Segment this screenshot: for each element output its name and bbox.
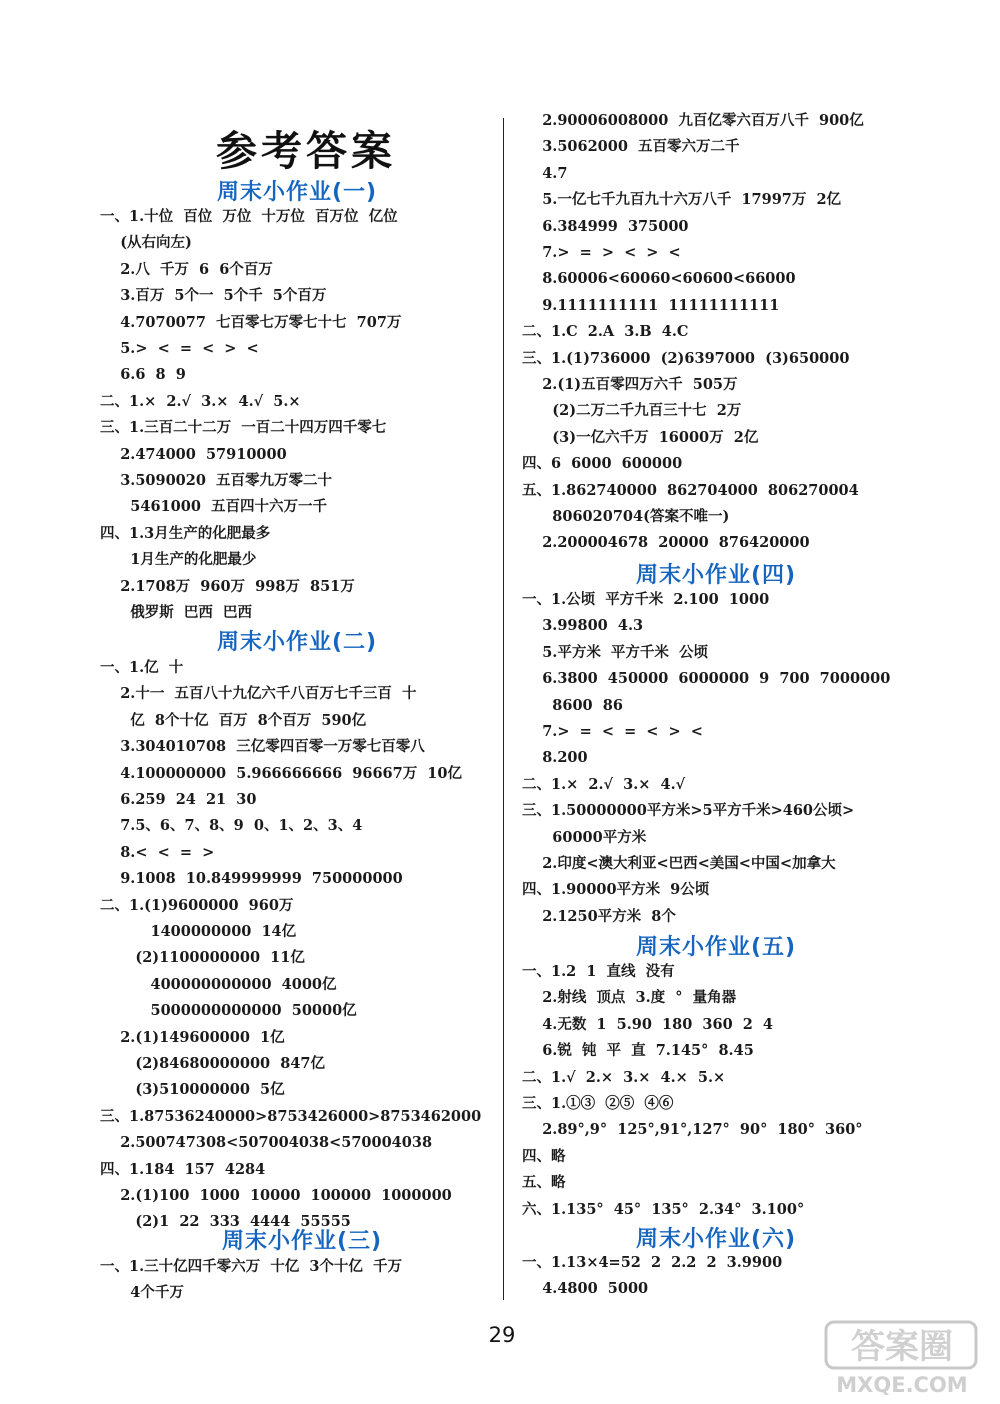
answer-line: 7.> = > < > < xyxy=(522,244,681,261)
answer-line: 四、略 xyxy=(522,1147,566,1165)
column-divider xyxy=(503,118,504,1300)
answer-line: 二、1.C 2.A 3.B 4.C xyxy=(522,323,689,341)
answer-line: 4.无数 1 5.90 180 360 2 4 xyxy=(522,1015,774,1033)
answer-line: 2.八 千万 6 6个百万 xyxy=(100,260,273,278)
answer-line: 5.一亿七千九百九十六万八千 17997万 2亿 xyxy=(522,191,842,209)
watermark-logo xyxy=(820,1318,990,1398)
answer-line: (3)510000000 5亿 xyxy=(100,1081,285,1099)
answer-line: 六、1.135° 45° 135° 2.34° 3.100° xyxy=(522,1200,805,1218)
page-title: 参考答案 xyxy=(216,127,396,175)
answer-line: 四、6 6000 600000 xyxy=(522,455,683,473)
answer-line: (3)一亿六千万 16000万 2亿 xyxy=(522,428,759,446)
answer-line: 2.印度<澳大利亚<巴西<美国<中国<加拿大 xyxy=(522,855,836,872)
answer-line: 2.(1)100 1000 10000 100000 1000000 xyxy=(100,1187,452,1204)
answer-line: 2.90006008000 九百亿零六百万八千 900亿 xyxy=(522,112,864,129)
watermark-logo-text: 答案圈 xyxy=(851,1327,953,1367)
answer-line: 3.5090020 五百零九万零二十 xyxy=(100,472,333,489)
answer-line: 60000平方米 xyxy=(522,828,647,846)
answer-line: 4.4800 5000 xyxy=(522,1280,649,1298)
answer-line: 2.(1)149600000 1亿 xyxy=(100,1028,285,1046)
answer-line: 一、1.2 1 直线 没有 xyxy=(522,963,675,980)
answer-line: 2.1250平方米 8个 xyxy=(522,907,676,925)
answer-line: 6.3800 450000 6000000 9 700 7000000 xyxy=(522,670,891,688)
section-title: 周末小作业(五) xyxy=(636,935,797,960)
answer-line: 2.1708万 960万 998万 851万 xyxy=(100,577,355,595)
answer-line: 2.200004678 20000 876420000 xyxy=(522,534,810,552)
answer-line: (2)1 22 333 4444 55555 xyxy=(100,1213,351,1231)
answer-line: 5.> < = < > < xyxy=(100,340,259,357)
answer-line: 8.200 xyxy=(522,749,588,767)
answer-line: 三、1.87536240000>8753426000>8753462000 xyxy=(100,1107,482,1125)
answer-line: 二、1.(1)9600000 960万 xyxy=(100,896,294,914)
answer-line: 一、1.十位 百位 万位 十万位 百万位 亿位 xyxy=(100,208,398,225)
answer-line: 一、1.13×4=52 2 2.2 2 3.9900 xyxy=(522,1254,783,1271)
answer-line: 7.> = < = < > < xyxy=(522,723,703,740)
answer-line: 8.< < = > xyxy=(100,843,215,861)
section-title: 周末小作业(六) xyxy=(636,1227,797,1252)
answer-line: 4.7070077 七百零七万零七十七 707万 xyxy=(100,313,402,331)
answer-line: 9.1008 10.849999999 750000000 xyxy=(100,870,403,888)
answer-line: 三、1.50000000平方米>5平方千米>460公顷> xyxy=(522,802,855,820)
answer-line: 3.304010708 三亿零四百零一万零七百零八 xyxy=(100,738,425,756)
answer-line: 5000000000000 50000亿 xyxy=(100,1002,357,1020)
answer-line: 3.百万 5个一 5个千 5个百万 xyxy=(100,287,327,305)
answer-line: (2)1100000000 11亿 xyxy=(100,949,305,967)
watermark-site: MXQE.COM xyxy=(836,1373,968,1397)
answer-line: (2)二万二千九百三十七 2万 xyxy=(522,402,742,420)
answer-line: 1月生产的化肥最少 xyxy=(100,551,257,569)
answer-line: 三、1.(1)736000 (2)6397000 (3)650000 xyxy=(522,349,850,367)
section-title: 周末小作业(四) xyxy=(636,563,797,588)
answer-line: 2.89°,9° 125°,91°,127° 90° 180° 360° xyxy=(522,1121,863,1139)
section-title: 周末小作业(三) xyxy=(222,1229,383,1254)
answer-line: 6.384999 375000 xyxy=(522,217,689,235)
answer-line: 5.平方米 平方千米 公顷 xyxy=(522,643,709,661)
answer-line: 四、1.184 157 4284 xyxy=(100,1160,266,1178)
answer-line: 400000000000 4000亿 xyxy=(100,975,337,993)
answer-line: (2)84680000000 847亿 xyxy=(100,1055,325,1072)
answer-line: 4.7 xyxy=(522,164,568,182)
answer-line: 4.100000000 5.966666666 96667万 10亿 xyxy=(100,764,462,782)
answer-line: 7.5、6、7、8、9 0、1、2、3、4 xyxy=(100,817,363,835)
section-title: 周末小作业(二) xyxy=(217,630,378,655)
page-number: 29 xyxy=(488,1323,516,1347)
answer-line: 五、1.862740000 862704000 806270004 xyxy=(522,481,859,499)
answer-line: 二、1.× 2.√ 3.× 4.√ 5.× xyxy=(100,392,301,410)
answer-line: 8600 86 xyxy=(522,696,623,714)
answer-line: 6.6 8 9 xyxy=(100,366,186,384)
answer-line: 3.99800 4.3 xyxy=(522,617,644,635)
answer-line: 2.(1)五百零四万六千 505万 xyxy=(522,376,738,393)
answer-line: (从右向左) xyxy=(100,234,192,252)
answer-line: 二、1.× 2.√ 3.× 4.√ xyxy=(522,775,686,793)
answer-line: 3.5062000 五百零六万二千 xyxy=(522,138,740,156)
answer-line: 6.259 24 21 30 xyxy=(100,791,257,808)
answer-line: 6.锐 钝 平 直 7.145° 8.45 xyxy=(522,1042,754,1060)
answer-line: 2.十一 五百八十九亿六千八百万七千三百 十 xyxy=(100,685,417,703)
answer-line: 2.射线 顶点 3.度 ° 量角器 xyxy=(522,989,737,1007)
answer-line: 4个千万 xyxy=(100,1284,184,1302)
answer-line: 二、1.√ 2.× 3.× 4.× 5.× xyxy=(522,1068,726,1086)
answer-line: 俄罗斯 巴西 巴西 xyxy=(100,604,252,621)
answer-line: 9.1111111111 11111111111 xyxy=(522,296,780,314)
section-title: 周末小作业(一) xyxy=(217,180,378,205)
answer-line: 三、1.三百二十二万 一百二十四万四千零七 xyxy=(100,419,387,437)
answer-line: 一、1.公顷 平方千米 2.100 1000 xyxy=(522,591,770,608)
answer-line: 1400000000 14亿 xyxy=(100,923,297,940)
answer-line: 5461000 五百四十六万一千 xyxy=(100,498,328,516)
answer-line: 2.474000 57910000 xyxy=(100,445,287,463)
answer-line: 2.500747308<507004038<570004038 xyxy=(100,1134,433,1152)
answer-line: 8.60006<60060<60600<66000 xyxy=(522,270,796,288)
answer-line: 五、略 xyxy=(522,1174,566,1192)
answer-line: 四、1.90000平方米 9公顷 xyxy=(522,881,710,899)
answer-line: 四、1.3月生产的化肥最多 xyxy=(100,524,271,542)
answer-line: 一、1.亿 十 xyxy=(100,659,184,676)
answer-line: 亿 8个十亿 百万 8个百万 590亿 xyxy=(100,711,367,729)
answer-line: 806020704(答案不唯一) xyxy=(522,508,730,525)
answer-line: 一、1.三十亿四千零六万 十亿 3个十亿 千万 xyxy=(100,1258,403,1275)
answer-line: 三、1.①③ ②⑤ ④⑥ xyxy=(522,1095,674,1112)
